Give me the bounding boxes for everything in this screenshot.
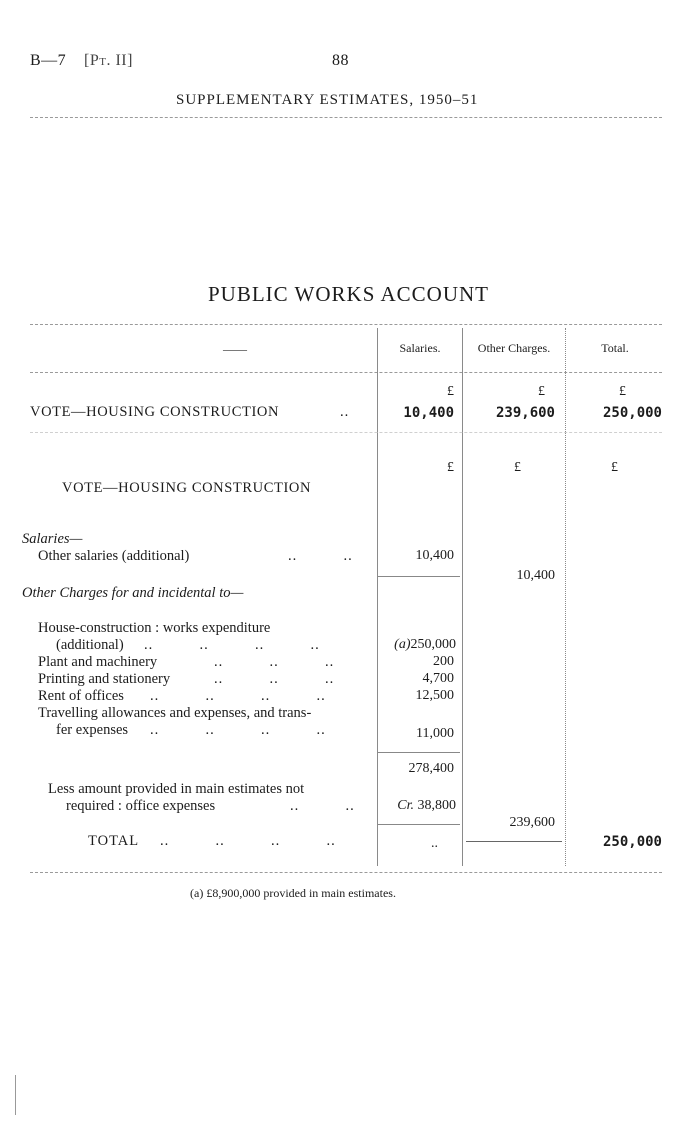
other-salaries-value: 10,400 <box>415 548 454 563</box>
account-title: PUBLIC WORKS ACCOUNT <box>208 282 489 306</box>
column-head-rule <box>30 372 662 373</box>
other-charges-heading: Other Charges for and incidental to— <box>22 585 244 601</box>
summary-other-charges: 239,600 <box>495 405 555 421</box>
part-label: [Pt. II] <box>84 52 133 69</box>
total-salaries-dots: .. <box>431 836 438 851</box>
summary-currency-total: £ <box>619 384 626 399</box>
total-dots: .. .. .. .. <box>160 833 336 849</box>
other-salaries-dots: .. .. <box>288 548 353 564</box>
house-construction-line2: (additional) <box>56 637 124 653</box>
section-code: B—7 <box>30 52 67 69</box>
travel-line1: Travelling allowances and expenses, and trans- <box>38 705 312 721</box>
summary-currency-other: £ <box>538 384 545 399</box>
footnote-marker: (a) <box>394 637 411 652</box>
charges-sum: 278,400 <box>408 761 454 776</box>
table-top-rule <box>30 324 662 325</box>
rent-dots: .. .. .. .. <box>150 688 326 704</box>
house-construction-amount: 250,000 <box>410 637 456 652</box>
salaries-sum-rule <box>378 576 460 577</box>
running-title: SUPPLEMENTARY ESTIMATES, 1950–51 <box>176 92 479 108</box>
less-line1: Less amount provided in main estimates not <box>48 781 305 797</box>
less-value <box>376 798 456 814</box>
other-charges-subtotal: 239,600 <box>509 815 555 830</box>
salaries-subtotal: 10,400 <box>516 568 555 583</box>
house-construction-label: House-construction : works expenditure <box>38 620 271 636</box>
less-amount: 38,800 <box>417 798 456 813</box>
travel-value: 11,000 <box>416 726 454 741</box>
charges-sum-rule <box>378 752 460 753</box>
summary-leader: .. <box>340 404 350 420</box>
less-dots: .. .. <box>290 798 355 814</box>
printing-value: 4,700 <box>422 671 454 686</box>
less-sum-rule <box>378 824 460 825</box>
detail-currency-salaries: £ <box>447 460 454 475</box>
detail-currency-other: £ <box>514 460 521 475</box>
margin-mark <box>15 1075 16 1115</box>
summary-rule <box>30 432 662 433</box>
summary-total: 250,000 <box>602 405 662 421</box>
table-bottom-rule <box>30 872 662 873</box>
detail-heading: VOTE—HOUSING CONSTRUCTION <box>62 480 312 496</box>
detail-currency-total: £ <box>611 460 618 475</box>
total-rule <box>466 841 562 842</box>
total-label: TOTAL <box>88 833 140 849</box>
rent-label: Rent of offices <box>38 688 124 704</box>
footnote: (a) £8,900,000 provided in main estimates. <box>190 886 396 900</box>
other-salaries-label: Other salaries (additional) <box>38 548 190 564</box>
summary-salaries: 10,400 <box>403 405 454 421</box>
summary-label: VOTE—HOUSING CONSTRUCTION <box>30 404 280 420</box>
printing-dots: .. .. .. <box>214 671 335 687</box>
plant-value: 200 <box>433 654 454 669</box>
page-number: 88 <box>332 52 349 69</box>
plant-dots: .. .. .. <box>214 654 335 670</box>
column-head-salaries: Salaries. <box>399 341 441 355</box>
salaries-heading: Salaries— <box>22 531 83 547</box>
less-line2: required : office expenses <box>66 798 216 814</box>
column-head-other-charges: Other Charges. <box>477 341 551 355</box>
house-construction-line1 <box>38 620 270 637</box>
summary-currency-salaries: £ <box>447 384 454 399</box>
travel-line2: fer expenses <box>56 722 129 738</box>
house-construction-dots: .. .. .. .. <box>144 637 320 653</box>
printing-label: Printing and stationery <box>38 671 171 687</box>
rent-value: 12,500 <box>415 688 454 703</box>
total-value: 250,000 <box>602 834 662 850</box>
travel-dots: .. .. .. .. <box>150 722 326 738</box>
column-head-first: —— <box>223 342 247 356</box>
plant-label: Plant and machinery <box>38 654 158 670</box>
column-head-total: Total. <box>601 341 629 355</box>
house-construction-value <box>376 637 456 653</box>
credit-prefix: Cr. <box>397 798 414 813</box>
header-rule <box>30 117 662 118</box>
